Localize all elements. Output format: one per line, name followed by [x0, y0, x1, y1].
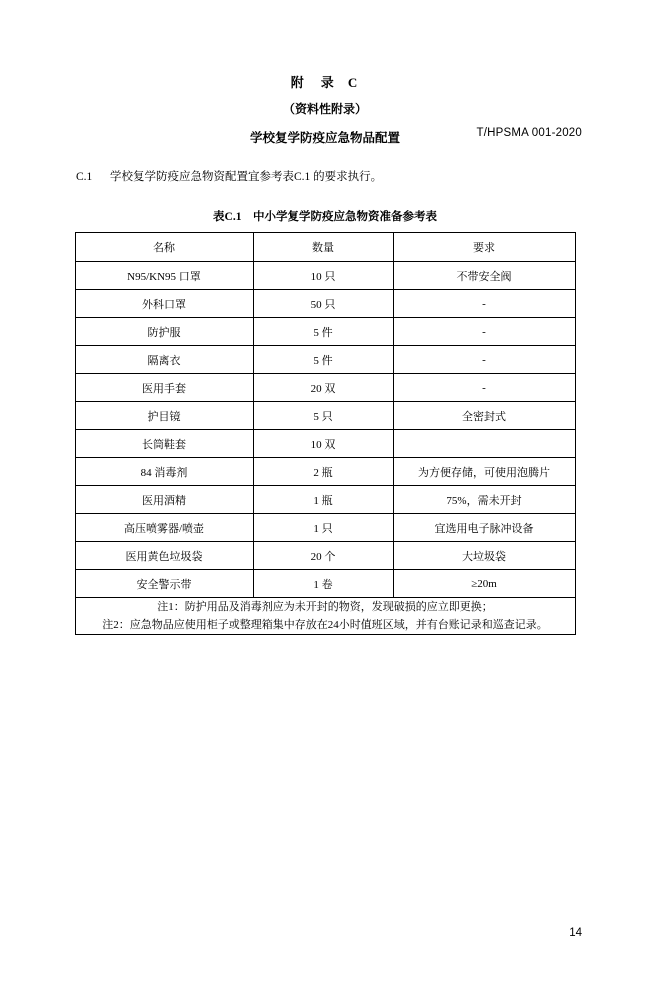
- cell-name: 医用手套: [75, 374, 253, 402]
- table-notes-row: [75, 598, 575, 635]
- cell-req: -: [393, 290, 575, 318]
- clause-paragraph: [68, 168, 582, 184]
- cell-req: -: [393, 318, 575, 346]
- document-page: [0, 72, 650, 991]
- table-row: [75, 290, 575, 318]
- cell-name: 84 消毒剂: [75, 458, 253, 486]
- table-note: 注1：防护用品及消毒剂应为未开封的物资，发现破损的应立即更换；: [157, 601, 493, 613]
- cell-name: N95/KN95 口罩: [75, 262, 253, 290]
- cell-req: -: [393, 346, 575, 374]
- annex-label-prefix: 附 录: [290, 75, 336, 90]
- cell-qty: 5 只: [253, 402, 393, 430]
- standard-code-header: T/HPSMA 001-2020: [476, 127, 582, 139]
- cell-name: 外科口罩: [75, 290, 253, 318]
- cell-req: 不带安全阀: [393, 262, 575, 290]
- table-row: [75, 430, 575, 458]
- cell-req: 宜选用电子脉冲设备: [393, 514, 575, 542]
- cell-req: [393, 430, 575, 458]
- table-row: [75, 486, 575, 514]
- cell-req: -: [393, 374, 575, 402]
- cell-qty: 5 件: [253, 318, 393, 346]
- cell-name: 高压喷雾器/喷壶: [75, 514, 253, 542]
- cell-name: 安全警示带: [75, 570, 253, 598]
- annex-type: （资料性附录）: [282, 102, 367, 116]
- table-note: 注2：应急物品应使用柜子或整理箱集中存放在24小时值班区域，并有台账记录和巡查记录。: [102, 619, 548, 632]
- annex-label: [68, 72, 582, 91]
- cell-name: 隔离衣: [75, 346, 253, 374]
- table-row: [75, 402, 575, 430]
- annex-title: 学校复学防疫应急物品配置: [249, 131, 400, 145]
- cell-qty: 1 卷: [253, 570, 393, 598]
- cell-req: 全密封式: [393, 402, 575, 430]
- cell-req: 75%，需未开封: [393, 486, 575, 514]
- cell-qty: 20 双: [253, 374, 393, 402]
- cell-req: 大垃圾袋: [393, 542, 575, 570]
- clause-number: C.1: [76, 171, 93, 183]
- cell-qty: 5 件: [253, 346, 393, 374]
- table-caption: 表C.1 中小学复学防疫应急物资准备参考表: [213, 211, 437, 223]
- table-row: [75, 542, 575, 570]
- cell-req: ≥20m: [393, 570, 575, 598]
- cell-qty: 10 只: [253, 262, 393, 290]
- table-row: [75, 262, 575, 290]
- page-number: 14: [569, 927, 582, 939]
- table-row: [75, 374, 575, 402]
- cell-name: 医用酒精: [75, 486, 253, 514]
- cell-name: 防护服: [75, 318, 253, 346]
- supplies-table: [75, 232, 576, 635]
- table-row: [75, 346, 575, 374]
- column-header-qty: 数量: [253, 233, 393, 262]
- table-header-row: [75, 233, 575, 262]
- column-header-req: 要求: [393, 233, 575, 262]
- cell-qty: 2 瓶: [253, 458, 393, 486]
- table-row: [75, 318, 575, 346]
- cell-req: 为方便存储，可使用泡腾片: [393, 458, 575, 486]
- cell-name: 医用黄色垃圾袋: [75, 542, 253, 570]
- table-row: [75, 514, 575, 542]
- cell-qty: 20 个: [253, 542, 393, 570]
- table-row: [75, 570, 575, 598]
- cell-name: 护目镜: [75, 402, 253, 430]
- cell-qty: 1 瓶: [253, 486, 393, 514]
- column-header-name: 名称: [75, 233, 253, 262]
- cell-name: 长筒鞋套: [75, 430, 253, 458]
- cell-qty: 50 只: [253, 290, 393, 318]
- cell-qty: 10 双: [253, 430, 393, 458]
- clause-text: 学校复学防疫应急物资配置宜参考表C.1 的要求执行。: [110, 171, 383, 183]
- table-notes-cell: [75, 598, 575, 635]
- table-row: [75, 458, 575, 486]
- annex-label-letter: C: [347, 75, 360, 90]
- cell-qty: 1 只: [253, 514, 393, 542]
